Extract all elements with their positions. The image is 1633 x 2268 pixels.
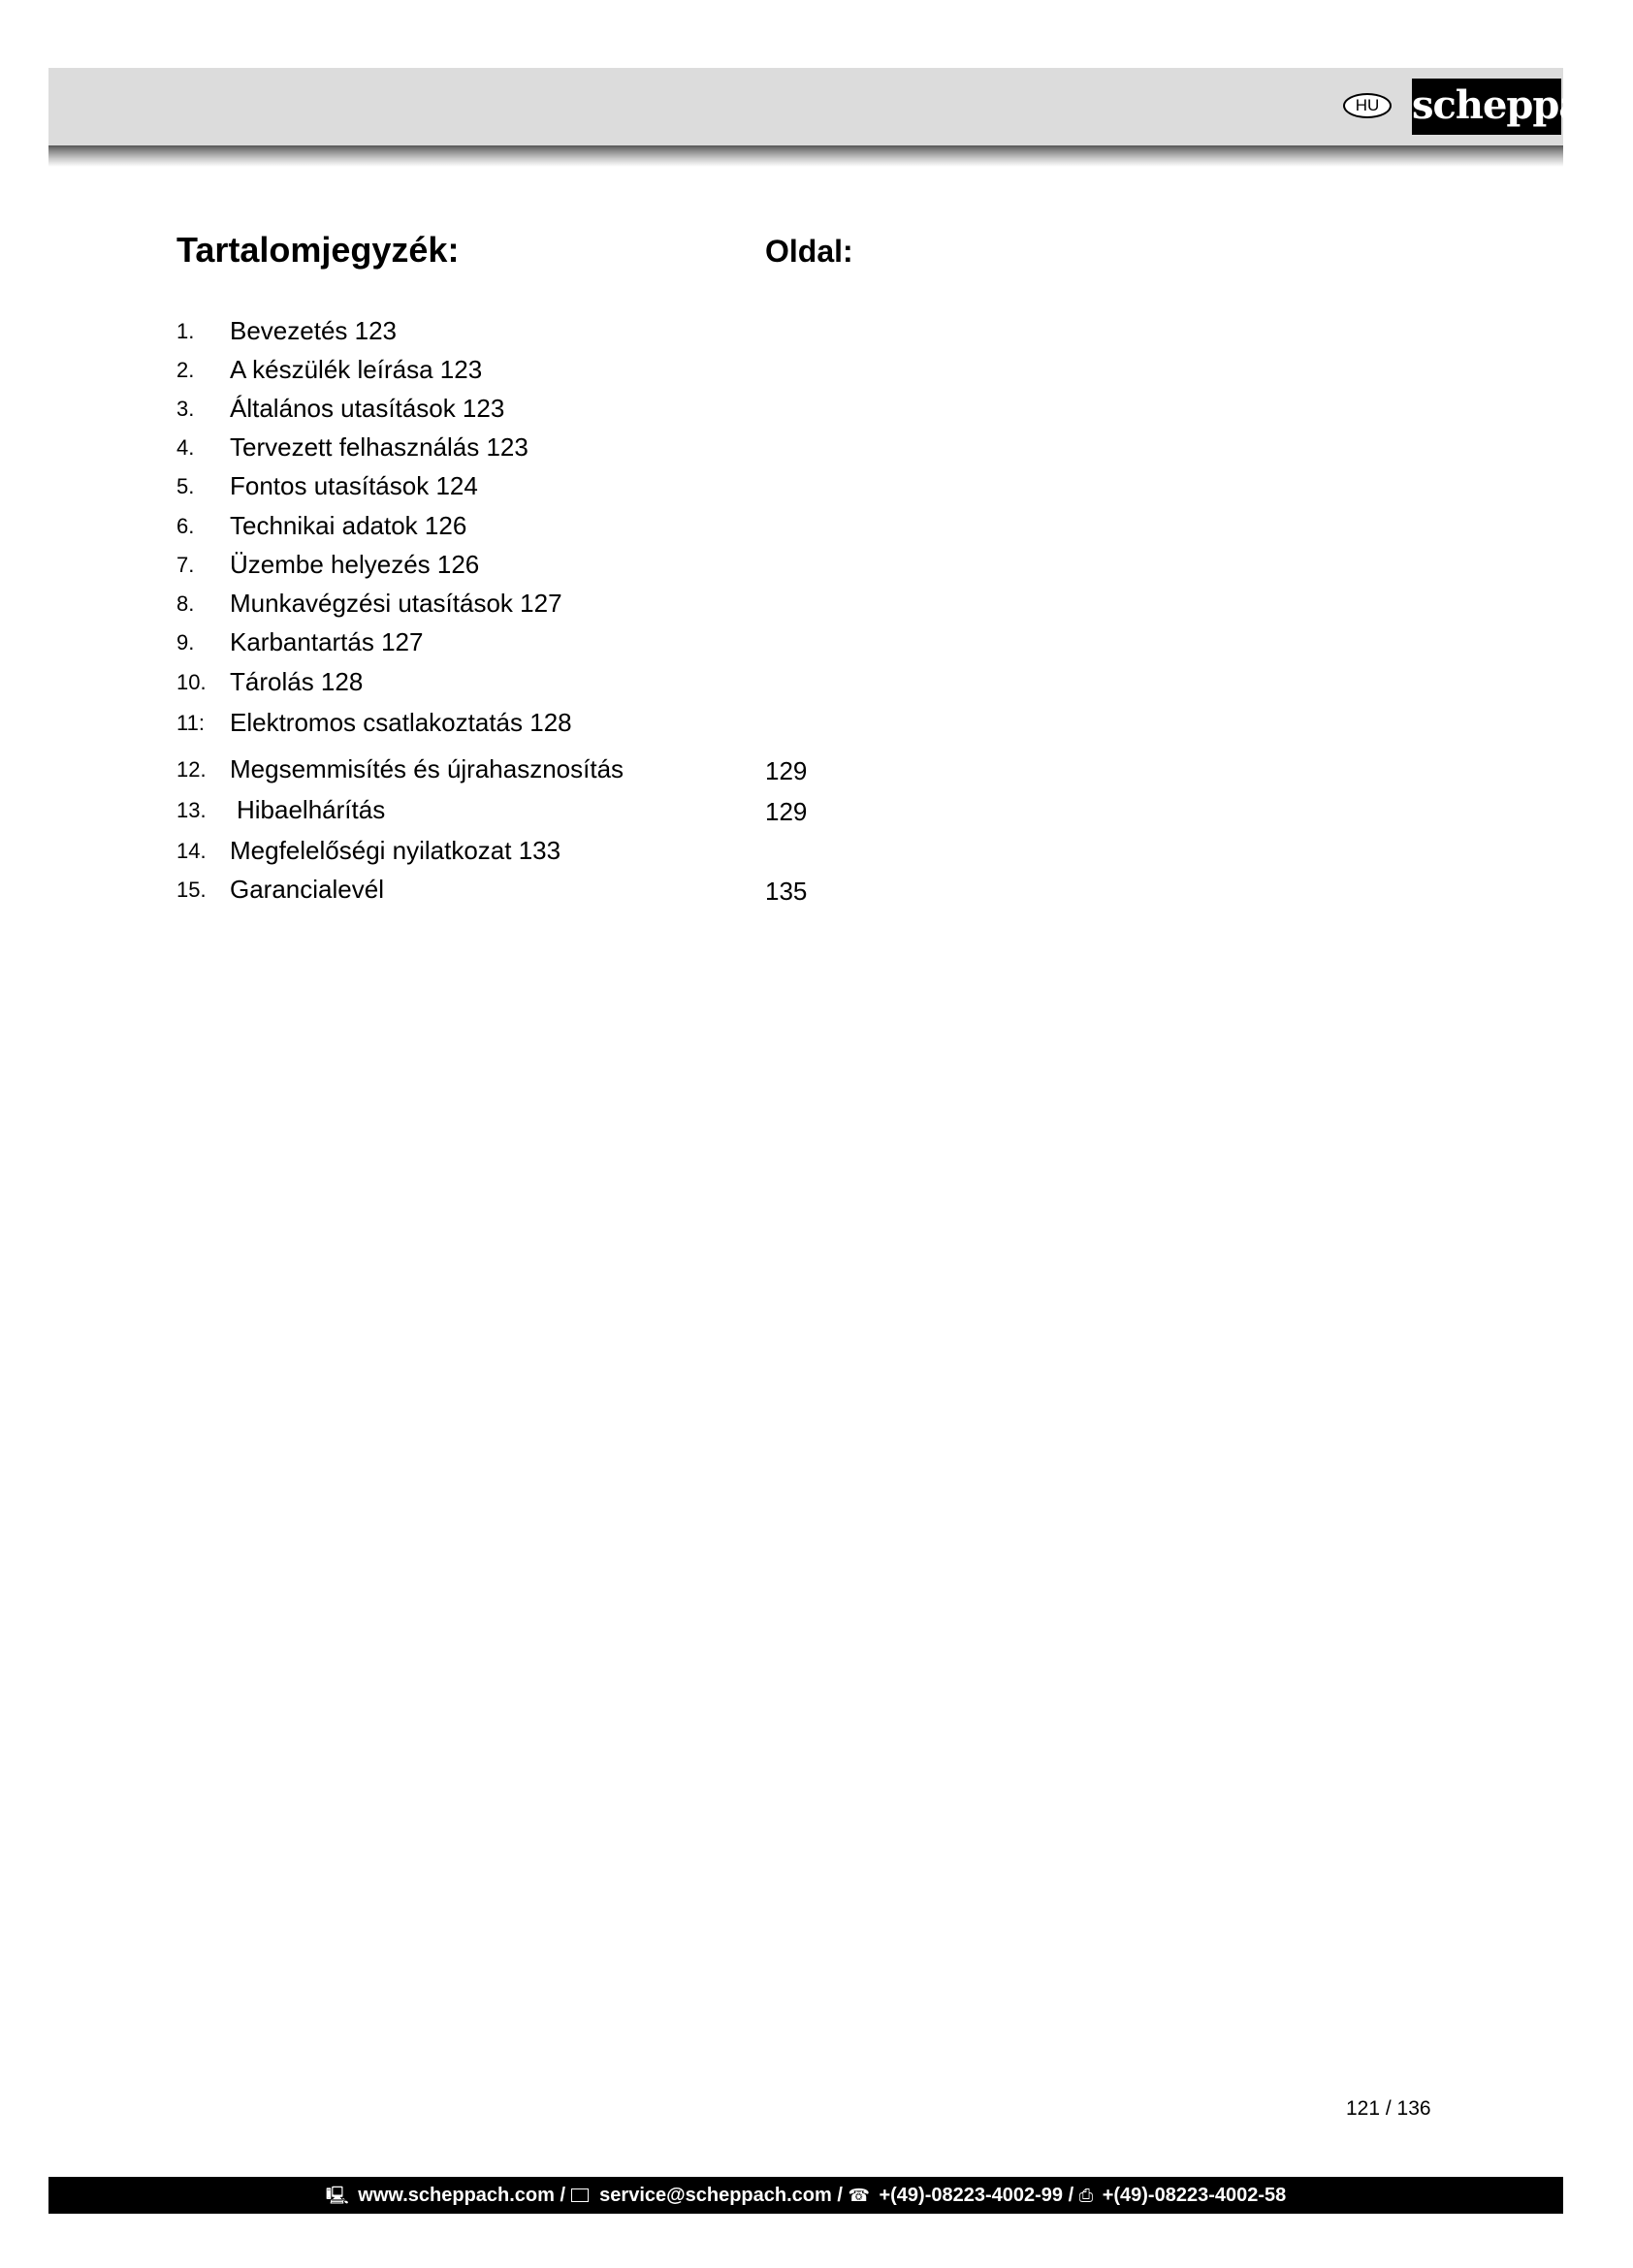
toc-entry [0,666,970,699]
toc-entry-number: 11: [176,711,205,735]
page-column-title: Oldal: [765,234,853,269]
footer-contact-bar [48,2177,1563,2214]
footer-phone: +(49)-08223-4002-99 / [879,2185,1074,2206]
toc-entry-number: 3. [176,397,195,421]
toc-entry-number: 4. [176,435,195,460]
brand-logo: scheppach [1412,79,1561,135]
toc-entry [0,753,970,786]
toc-entry-text: A készülék leírása 123 [230,355,483,384]
toc-entry-number: 5. [176,474,195,498]
toc-entry-number: 8. [176,591,195,616]
toc-entry-number: 9. [176,630,195,655]
language-badge: HU [1343,93,1392,118]
toc-entry [0,315,970,348]
footer-website[interactable]: www.scheppach.com / [358,2185,566,2206]
toc-entry-text: Általános utasítások 123 [230,394,505,423]
toc-title: Tartalomjegyzék: [176,230,460,270]
toc-entry-number: 12. [176,757,207,782]
page-number: 121 / 136 [1346,2097,1431,2120]
toc-entry-text: Bevezetés 123 [230,316,398,345]
fax-icon: ⎙ [1078,2186,1094,2205]
toc-entry-text: Technikai adatok 126 [230,511,467,540]
toc-entry-text: Hibaelhárítás [237,795,386,824]
toc-entry [0,835,970,868]
toc-entry [0,588,970,621]
toc-entry [0,874,970,907]
toc-entry-page: 129 [765,756,808,785]
toc-entry-number: 13. [176,798,207,822]
toc-entry-text: Megfelelőségi nyilatkozat 133 [230,836,561,865]
toc-entry-text: Munkavégzési utasítások 127 [230,589,562,618]
toc-entry-number: 7. [176,553,195,577]
envelope-icon [571,2188,589,2202]
toc-entry-page: 135 [765,877,808,906]
footer-fax: +(49)-08223-4002-58 [1102,2185,1287,2206]
toc-entry-number: 14. [176,839,207,863]
toc-entry-text: Üzembe helyezés 126 [230,550,480,579]
toc-entry-number: 2. [176,358,195,382]
telephone-icon: ☎ [848,2186,870,2205]
toc-entry [0,707,970,740]
computer-icon: 🖳︎ [325,2186,349,2205]
toc-entry [0,470,970,503]
toc-entry [0,431,970,464]
toc-entry-number: 6. [176,514,195,538]
toc-entry [0,549,970,582]
footer-email[interactable]: service@scheppach.com / [599,2185,843,2206]
toc-entry [0,626,970,659]
toc-entry-text: Elektromos csatlakoztatás 128 [230,708,572,737]
toc-entry-number: 1. [176,319,195,343]
toc-entry [0,794,970,827]
toc-entry-text: Tervezett felhasználás 123 [230,432,528,462]
toc-entry-number: 10. [176,670,207,694]
toc-entry-text: Karbantartás 127 [230,627,424,656]
toc-entry-page: 129 [765,797,808,826]
toc-entry-text: Garancialevél [230,875,384,904]
toc-entry [0,510,970,543]
toc-entry [0,393,970,426]
toc-entry-number: 15. [176,878,207,902]
toc-entry-text: Tárolás 128 [230,667,364,696]
toc-entry-text: Megsemmisítés és újrahasznosítás [230,754,624,783]
toc-entry-text: Fontos utasítások 124 [230,471,478,500]
toc-entry [0,354,970,387]
